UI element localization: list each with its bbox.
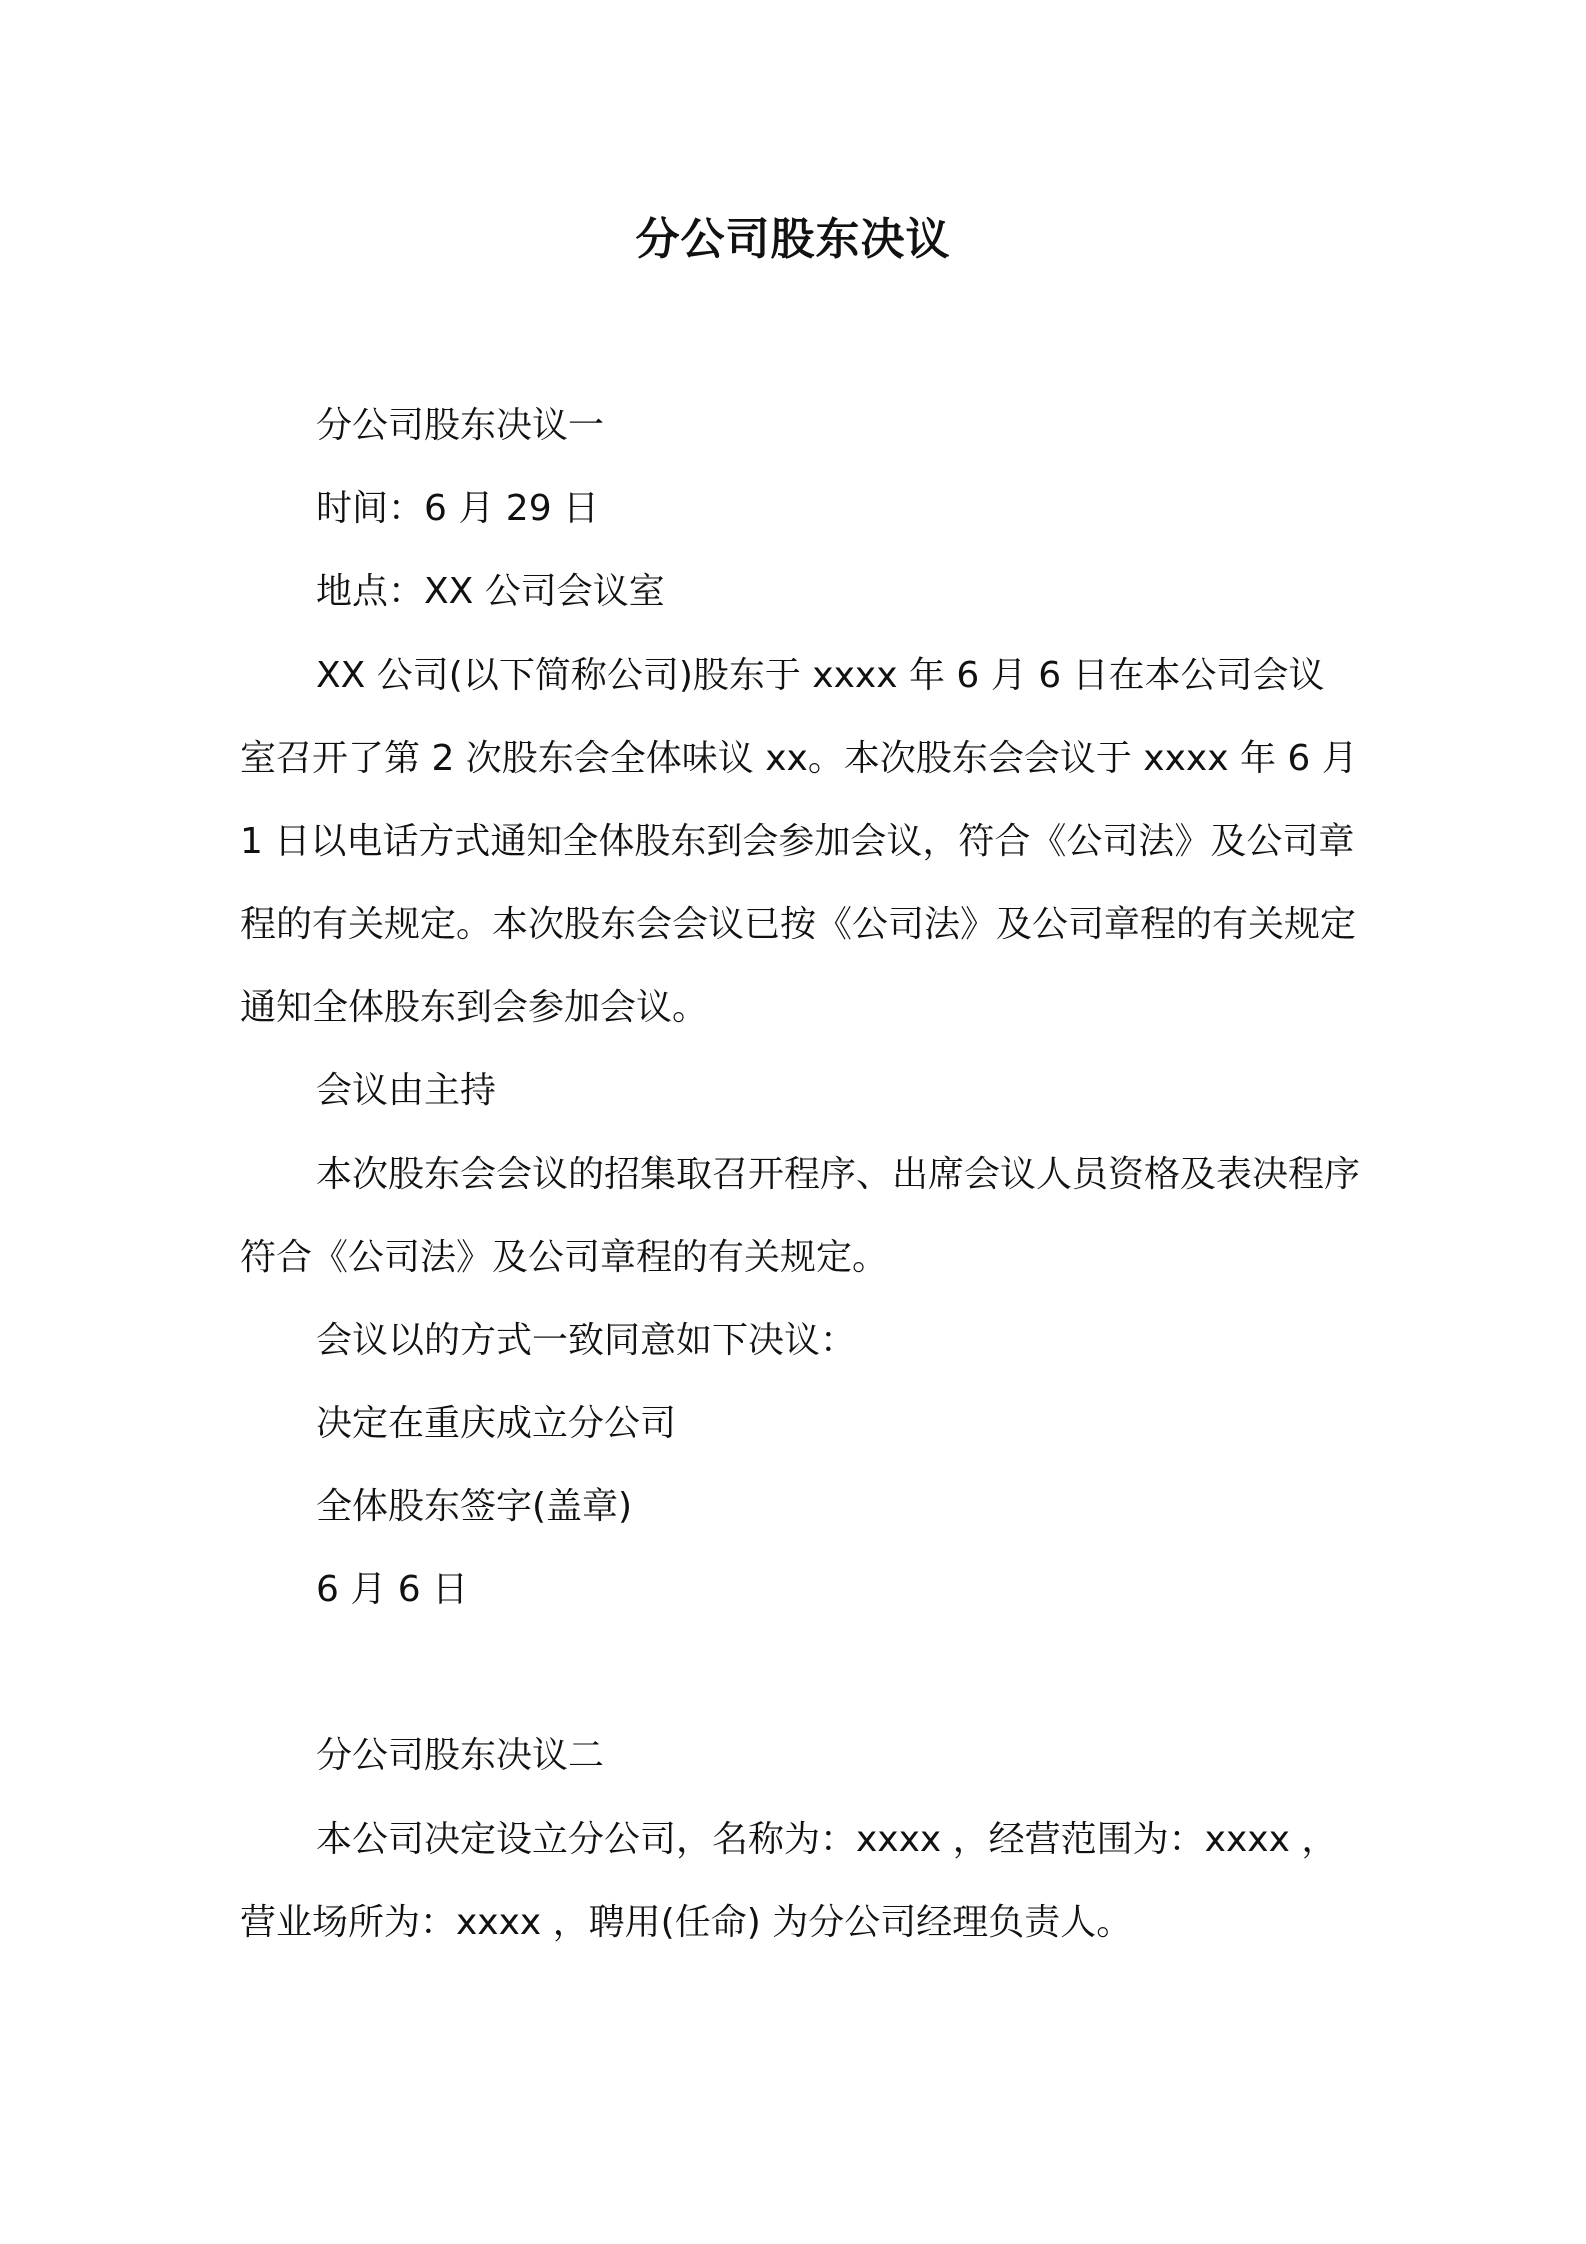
meeting-place: 地点：XX 公司会议室 (316, 571, 665, 612)
document-title: 分公司股东决议 (635, 214, 951, 265)
meeting-time: 时间：6 月 29 日 (316, 488, 600, 529)
section2-body-paragraph: 本公司决定设立分公司，名称为：xxxx ，经营范围为：xxxx ，营业场所为：xxxx ，聘用(任命) 为分公司经理负责人。 (240, 1819, 1338, 1943)
section1-heading: 分公司股东决议一 (316, 405, 605, 446)
meeting-host: 会议由主持 (316, 1070, 497, 1111)
resolution-item: 决定在重庆成立分公司 (316, 1403, 677, 1444)
section-spacer (240, 1652, 1360, 1735)
meeting-body-paragraph: XX 公司(以下简称公司)股东于 xxxx 年 6 月 6 日在本公司会议室召开了第 2 次股东会全体味议 xx。本次股东会会议于 xxxx 年 6 月 1 日以电话方式通知全体股东到会参加会议，符合《公司法》及公司章程的有关规定。本次股东会会议已按《公司法》及公司章程的有关规定通知全体股东到会参加会议。 (240, 655, 1358, 1028)
signature-date: 6 月 6 日 (316, 1569, 469, 1610)
signature-line: 全体股东签字(盖章) (316, 1486, 633, 1527)
procedure-paragraph: 本次股东会会议的招集取召开程序、出席会议人员资格及表决程序符合《公司法》及公司章程的有关规定。 (240, 1154, 1361, 1278)
resolution-intro: 会议以的方式一致同意如下决议： (316, 1320, 857, 1361)
document-body (240, 405, 1360, 1985)
section2-heading: 分公司股东决议二 (316, 1735, 605, 1776)
